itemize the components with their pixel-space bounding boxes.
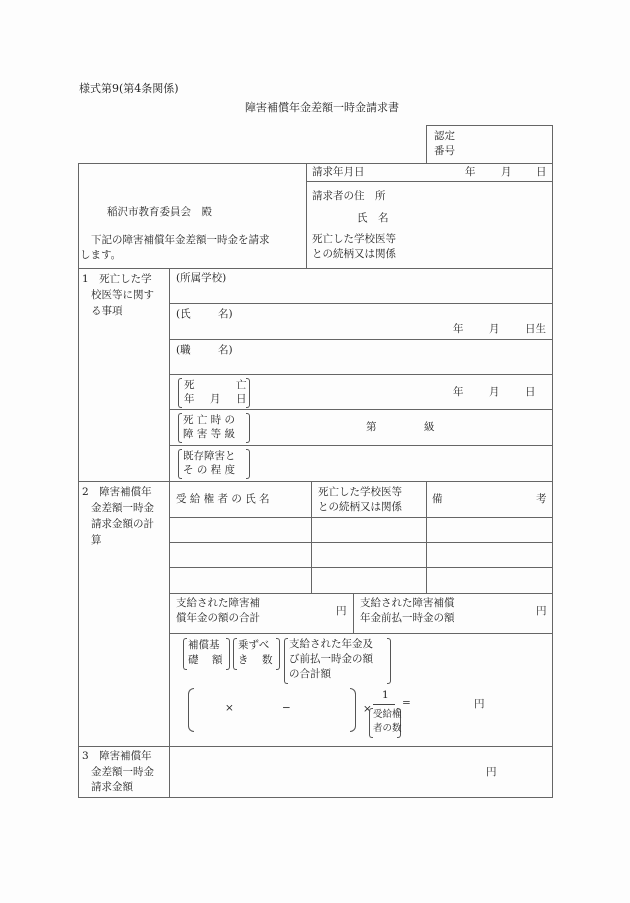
sum-label-1: 支給された年金及: [289, 638, 373, 650]
divider: [169, 445, 552, 446]
section2-label-3: 請求金額の計: [91, 518, 154, 530]
grade-label-1: 死 亡 時 の: [183, 414, 236, 426]
request-date-label: 請求年月日: [312, 166, 365, 178]
grade-prefix: 第: [366, 421, 377, 433]
paren-right: [350, 688, 356, 732]
divider: [169, 633, 552, 634]
divider: [169, 303, 552, 304]
bracket-left: [178, 378, 182, 408]
section1-label-2: 校医等に関す: [91, 289, 154, 301]
divider: [169, 517, 552, 518]
bracket-right: [246, 413, 250, 443]
bracket-left: [178, 449, 182, 479]
divider: [306, 181, 552, 182]
bracket-left: [183, 638, 187, 670]
statement-line-1: 下記の障害補償年金差額一時金を請求: [91, 234, 270, 246]
paid-total-label-2: 償年金の額の合計: [176, 612, 260, 624]
death-day: 日: [525, 386, 536, 398]
bracket-left: [284, 638, 288, 684]
birth-month: 月: [489, 323, 500, 335]
form-number: 様式第9(第4条関係): [79, 82, 179, 95]
bracket-left: [178, 413, 182, 443]
paid-total-label-1: 支給された障害補: [176, 597, 260, 609]
birth-year: 年: [453, 323, 464, 335]
times-sign: ×: [225, 702, 234, 714]
existing-label-2: そ の 程 度: [183, 464, 236, 476]
section1-label-1: 1 死亡した学: [82, 273, 152, 285]
section3-label-2: 金差額一時金: [91, 766, 154, 778]
denominator-label-2: 者の数: [373, 723, 402, 734]
job-close: 名): [218, 344, 233, 356]
base-label-2a: 礎: [188, 654, 199, 666]
col-note-a: 備: [432, 493, 443, 505]
result-yen: 円: [474, 698, 485, 710]
certification-label-2: 番号: [434, 145, 455, 157]
denominator-label-1: 受給権: [373, 709, 402, 720]
death-label-d: 月: [210, 393, 221, 405]
request-month: 月: [501, 166, 512, 178]
divider: [426, 481, 427, 593]
base-label-2b: 額: [212, 654, 223, 666]
death-label-b: 亡: [236, 379, 247, 391]
base-label-1: 補償基: [188, 639, 220, 651]
death-label-a: 死: [184, 379, 195, 391]
claim-amount-field[interactable]: [171, 748, 471, 794]
multiplier-label-2a: き: [238, 654, 249, 666]
multiplier-label-1: 乗ずべ: [238, 639, 270, 651]
form-title: 障害補償年金差額一時金請求書: [245, 101, 399, 114]
job-open: (職: [176, 344, 191, 356]
col-note-b: 考: [536, 493, 547, 505]
col-relation-2: との続柄又は関係: [318, 501, 402, 513]
section2-label-2: 金差額一時金: [91, 502, 154, 514]
minus-sign: −: [282, 702, 291, 714]
divider: [311, 481, 312, 593]
school-label: (所属学校): [176, 272, 227, 284]
sum-label-3: の合計額: [289, 668, 331, 680]
section3-label-3: 請求金額: [91, 781, 133, 793]
col-relation-1: 死亡した学校医等: [318, 486, 402, 498]
col-recipient-name: 受 給 権 者 の 氏 名: [176, 493, 270, 505]
death-label-e: 日: [236, 393, 247, 405]
paid-advance-yen: 円: [536, 605, 547, 617]
grade-suffix: 級: [424, 421, 435, 433]
fraction-numerator: 1: [382, 689, 389, 701]
address-label: 請求者の住 所: [312, 190, 386, 202]
certification-label-1: 認定: [434, 130, 455, 142]
bracket-right: [226, 638, 230, 670]
death-month: 月: [489, 386, 500, 398]
divider: [78, 268, 552, 269]
bracket-right: [276, 638, 280, 670]
name-label: 氏 名: [357, 212, 389, 224]
paren-left: [188, 688, 194, 732]
relation-label-1: 死亡した学校医等: [312, 233, 396, 245]
divider: [169, 567, 552, 568]
multiplier-label-2b: 数: [262, 654, 273, 666]
bracket-right: [246, 449, 250, 479]
section2-label-1: 2 障害補償年: [82, 486, 152, 498]
existing-label-1: 既存障害と: [183, 450, 236, 462]
divider: [169, 339, 552, 340]
relation-label-2: との続柄又は関係: [312, 248, 396, 260]
birth-day: 日生: [525, 323, 546, 335]
bracket-left: [233, 638, 237, 670]
paid-advance-label-2: 年金前払一時金の額: [360, 612, 455, 624]
statement-line-2: します。: [80, 249, 122, 261]
divider: [169, 593, 552, 594]
divider: [169, 268, 170, 797]
divider: [306, 163, 307, 268]
deceased-name-close: 名): [218, 308, 233, 320]
request-date-field[interactable]: [380, 182, 381, 183]
section2-label-4: 算: [91, 534, 102, 546]
death-year: 年: [453, 386, 464, 398]
sum-label-2: び前払一時金の額: [289, 653, 373, 665]
grade-label-2: 障 害 等 級: [183, 428, 236, 440]
request-year: 年: [465, 166, 476, 178]
section3-yen: 円: [486, 766, 497, 778]
equals-sign: =: [402, 697, 411, 709]
deceased-name-open: (氏: [176, 308, 191, 320]
divider: [78, 746, 552, 747]
section3-label-1: 3 障害補償年: [82, 750, 152, 762]
death-label-c: 年: [184, 393, 195, 405]
bracket-right: [387, 638, 391, 684]
times-sign-2: ×: [363, 703, 372, 715]
paid-total-yen: 円: [336, 605, 347, 617]
divider: [78, 481, 552, 482]
divider: [169, 374, 552, 375]
section1-label-3: る事項: [91, 305, 123, 317]
request-day: 日: [536, 166, 547, 178]
divider: [353, 593, 354, 633]
fraction-bar: [373, 704, 395, 705]
divider: [169, 542, 552, 543]
paid-advance-label-1: 支給された障害補償: [360, 597, 455, 609]
divider: [169, 409, 552, 410]
addressee: 稲沢市教育委員会 殿: [107, 206, 212, 218]
